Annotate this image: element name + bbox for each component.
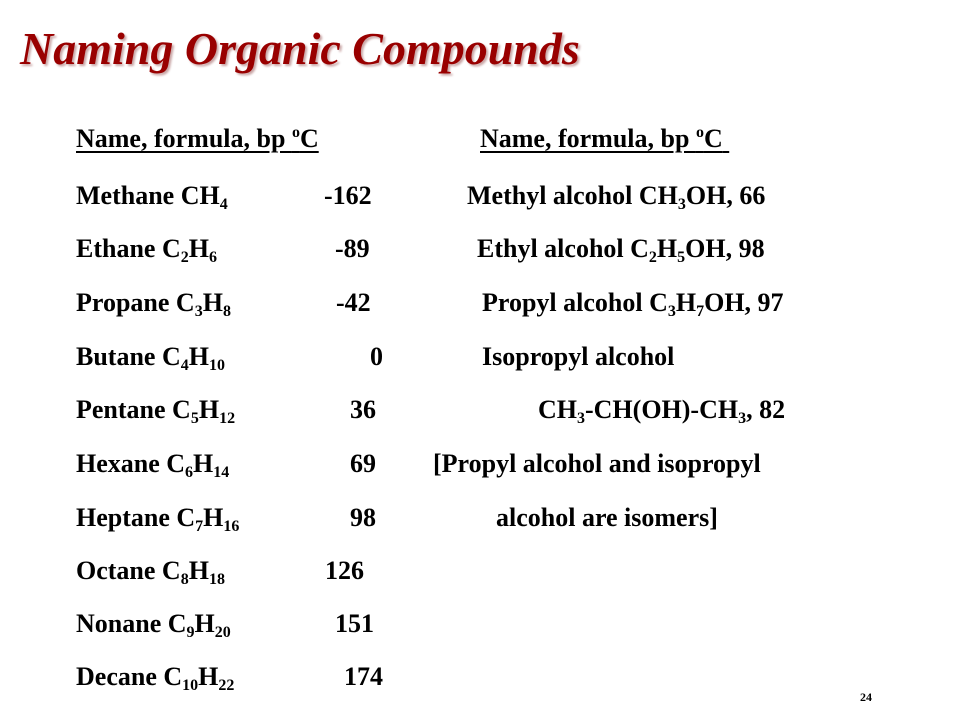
alcohol-isopropyl-pre: CH	[538, 395, 577, 424]
alkane-name: Methane C	[76, 181, 200, 210]
isomer-note-line1: [Propyl alcohol and isopropyl	[433, 449, 761, 478]
alkane-name: Ethane C	[76, 234, 181, 263]
alkane-bp: 36	[350, 395, 376, 424]
alkane-h-subscript: 22	[218, 677, 235, 694]
alkane-name: Nonane C	[76, 609, 187, 638]
alkane-bp: 69	[350, 449, 376, 478]
alkane-name: Heptane C	[76, 503, 196, 532]
alcohol-row-isopropyl-formula	[538, 395, 786, 427]
alkane-bp: 0	[370, 342, 383, 371]
alkane-row-propane: Propane $C_3H_8$ -42	[76, 288, 371, 320]
alcohol-row-isopropyl-name	[482, 344, 674, 370]
alcohol-methyl-sub: 3	[677, 196, 686, 213]
header-right-degree: o	[695, 124, 704, 141]
isomer-note-line2: alcohol are isomers]	[496, 503, 718, 532]
alcohol-ethyl-pre: Ethyl alcohol C	[477, 234, 649, 263]
alcohol-row-methyl	[467, 181, 766, 213]
header-left-text: Name, formula, bp	[76, 124, 292, 153]
alkane-c-subscript: 4	[180, 357, 189, 374]
alkane-c-subscript: 7	[195, 518, 204, 535]
alkane-row-octane: Octane $C_8H_{18}$ 126	[76, 556, 364, 588]
alkane-name: Butane C	[76, 342, 181, 371]
alcohol-row-propyl	[482, 288, 784, 320]
alcohol-methyl-post: OH, 66	[685, 181, 766, 210]
header-right	[480, 126, 729, 152]
alcohol-isopropyl-mid: -CH(OH)-CH	[585, 395, 739, 424]
alkane-h-subscript: 18	[208, 571, 225, 588]
header-right-text: Name, formula, bp	[480, 124, 696, 153]
header-left	[76, 126, 319, 152]
alkane-bp: -42	[336, 288, 371, 317]
header-right-unit: C	[703, 124, 723, 153]
alkane-h-subscript: 16	[223, 518, 240, 535]
alcohol-isopropyl-name: Isopropyl alcohol	[482, 342, 675, 371]
page-number: 24	[860, 690, 872, 704]
alkane-h-subscript: 12	[219, 410, 236, 427]
alkane-c-subscript: 6	[185, 464, 194, 481]
alcohol-propyl-mid: H	[675, 288, 697, 317]
alkane-row-methane: Methane $CH_4$ -162	[76, 181, 372, 213]
alcohol-propyl-sub1: 3	[667, 303, 676, 320]
alkane-h-subscript: 6	[208, 249, 217, 266]
alcohol-propyl-pre: Propyl alcohol C	[482, 288, 668, 317]
alkane-h-subscript: 20	[214, 624, 231, 641]
alkane-row-pentane: Pentane $C_5H_{12}$ 36	[76, 395, 376, 427]
alkane-name: Propane C	[76, 288, 195, 317]
alkane-name: Hexane C	[76, 449, 186, 478]
alkane-row-nonane: Nonane $C_9H_{20}$ 151	[76, 609, 374, 641]
alkane-bp: 174	[344, 662, 383, 691]
alkane-bp: 126	[325, 556, 364, 585]
alkane-row-heptane: Heptane $C_7H_{16}$ 98	[76, 503, 376, 535]
alkane-c-subscript: 3	[194, 303, 203, 320]
alkane-c-subscript: 5	[190, 410, 199, 427]
alcohol-ethyl-post: OH, 98	[685, 234, 765, 263]
alcohol-isopropyl-post: , 82	[746, 395, 786, 424]
alcohol-ethyl-sub2: 5	[677, 249, 686, 266]
alcohol-ethyl-mid: H	[656, 234, 678, 263]
alkane-h-subscript: 14	[213, 464, 230, 481]
alkane-row-decane: Decane $C_{10}H_{22}$ 174	[76, 662, 383, 694]
alkane-bp: -89	[335, 234, 370, 263]
alkane-row-hexane: Hexane $C_6H_{14}$ 69	[76, 449, 376, 481]
alkane-row-ethane: Ethane $C_2H_6$ -89	[76, 234, 370, 266]
alkane-h-subscript: 8	[222, 303, 231, 320]
alkane-c-subscript: 2	[180, 249, 189, 266]
alcohol-methyl-pre: Methyl alcohol CH	[467, 181, 678, 210]
alkane-bp: 98	[350, 503, 376, 532]
header-left-unit: C	[299, 124, 319, 153]
alkane-name: Octane C	[76, 556, 181, 585]
alkane-name: Pentane C	[76, 395, 191, 424]
alcohol-propyl-sub2: 7	[696, 303, 705, 320]
alkane-bp: 151	[335, 609, 374, 638]
alkane-row-butane: Butane $C_4H_{10}$ 0	[76, 342, 383, 374]
alcohol-isopropyl-sub1: 3	[577, 410, 585, 427]
alkane-c-subscript: 8	[180, 571, 189, 588]
alcohol-propyl-post: OH, 97	[704, 288, 784, 317]
header-left-degree: o	[291, 124, 300, 141]
alkane-c-subscript: 9	[186, 624, 195, 641]
slide-title: Naming Organic Compounds	[20, 23, 580, 74]
alkane-bp: -162	[324, 181, 372, 210]
alcohol-ethyl-sub1: 2	[648, 249, 657, 266]
alkane-h-subscript: 10	[208, 357, 225, 374]
alkane-c-subscript: 10	[182, 677, 199, 694]
alkane-name: Decane C	[76, 662, 183, 691]
alcohol-isopropyl-sub2: 3	[738, 410, 747, 427]
alkane-h-subscript: 4	[219, 196, 228, 213]
alcohol-row-ethyl	[477, 234, 765, 266]
